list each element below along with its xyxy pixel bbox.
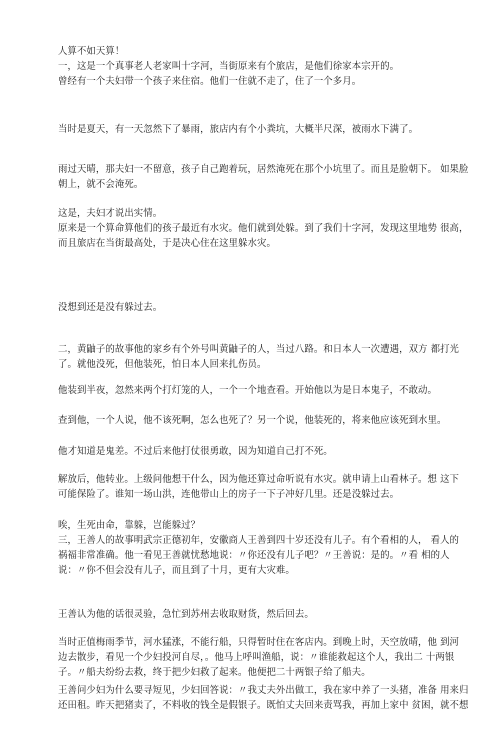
paragraph-line: 查到他，一个人说，他不该死啊，怎么也死了？另一个说，他装死的，将来他应该死到水里。: [58, 415, 447, 426]
paragraph-line: 子。〃船夫纷纷去救，终于把少妇救了起来。他便把二十两银子给了船夫。: [58, 667, 371, 678]
paragraph: [58, 44, 450, 89]
paragraph-line: 他装到半夜，忽然来两个打灯笼的人，一个一个地查看。开始他以为是日本鬼子，不敢动。: [58, 385, 438, 396]
paragraph: [58, 300, 450, 315]
paragraph-line: 雨过天晴，那夫妇一不留意，孩子自己跑着玩，居然淹死在那个小坑里了。而且是脸朝下。 如果脸: [58, 164, 469, 175]
paragraph-line: 说：〃你不但会没有儿子，而且到了十月，更有大灾难。: [58, 565, 295, 576]
paragraph-line: 了。就他没死，但他装死，怕日本人回来扎伤员。: [58, 359, 267, 370]
paragraph-line: 二，黄鼬子的故事他的家乡有个外号叫黄鼬子的人，当过八路。和日本人一次遭遇，双方 都打光: [58, 344, 460, 355]
paragraph-line: 解放后，他转业。上级问他想干什么，因为他还算过命听说有水灾。就申请上山看林子。想 这下: [58, 474, 460, 485]
paragraph-line: 他才知道是鬼差。不过后来他打仗很勇敢，因为知道自己打不死。: [58, 446, 333, 457]
paragraph-line: 而且旅店在当街最高处，于是决心住在这里躲水灾。: [58, 238, 276, 249]
paragraph: [58, 518, 460, 578]
paragraph-line: 边去散步，看见一个少妇投河自尽，。他马上呼叫渔船，说：〃谁能救起这个人，我出二 十两银: [58, 652, 455, 663]
paragraph-line: 唉，生死由命，靠躲，岂能躲过？: [58, 520, 201, 531]
paragraph: [58, 206, 469, 251]
paragraph: [58, 472, 460, 502]
paragraph: [58, 683, 469, 713]
paragraph-line: 朝上，就不会淹死。: [58, 179, 144, 190]
paragraph-line: 王善认为他的话很灵验，急忙到苏州去收取财货，然后回去。: [58, 609, 314, 620]
paragraph-line: 当时是夏天，有一天忽然下了暴雨，旅店内有个小粪坑，大概半尺深，被雨水下满了。: [58, 124, 419, 135]
paragraph: [58, 413, 450, 428]
paragraph-line: 当时正值梅雨季节，河水猛涨，不能行船，只得暂时住在客店内。到晚上时，天空放晴，他 到河: [58, 637, 460, 648]
paragraph: [58, 342, 460, 372]
paragraph-line: 三，王善人的故事明武宗正德初年，安徽商人王善到四十岁还没有儿子。有个看相的人， 看人的: [58, 535, 460, 546]
paragraph: [58, 383, 450, 398]
paragraph-line: 祸福非常准确。他一看见王善就忧愁地说：〃你还没有儿子吧？〃王善说：是的。〃看 相的人: [58, 550, 450, 561]
paragraph-line: 可能保险了。谁知一场山洪，连他带山上的房子一下子冲好几里。还是没躲过去。: [58, 489, 400, 500]
paragraph-line: 曾经有一个夫妇带一个孩子来住宿。他们一住就不走了，住了一个多月。: [58, 76, 362, 87]
paragraph-line: 一，这是一个真事老人老家叫十字河，当街原来有个旅店，是他们徐家本宗开的。: [58, 61, 400, 72]
paragraph-line: 人算不如天算！: [58, 46, 125, 57]
paragraph: [58, 607, 450, 622]
paragraph: [58, 635, 460, 680]
paragraph: [58, 162, 469, 192]
paragraph-line: 没想到还是没有躲过去。: [58, 302, 163, 313]
paragraph-line: 这是，夫妇才说出实情。: [58, 208, 163, 219]
paragraph: [58, 444, 450, 459]
paragraph-line: 还田租。昨天把猪卖了，不料收的钱全是假银子。既怕丈夫回来责骂我，再加上家中 贫困，就不想: [58, 700, 469, 711]
paragraph-line: 原来是一个算命算他们的孩子最近有水灾。他们就到处躲。到了我们十字河，发现这里地势 很高，: [58, 223, 469, 234]
paragraph: [58, 122, 450, 137]
paragraph-line: 王善问少妇为什么要寻短见，少妇回答说：〃我丈夫外出做工，我在家中养了一头猪，准备 用来归: [58, 685, 469, 696]
